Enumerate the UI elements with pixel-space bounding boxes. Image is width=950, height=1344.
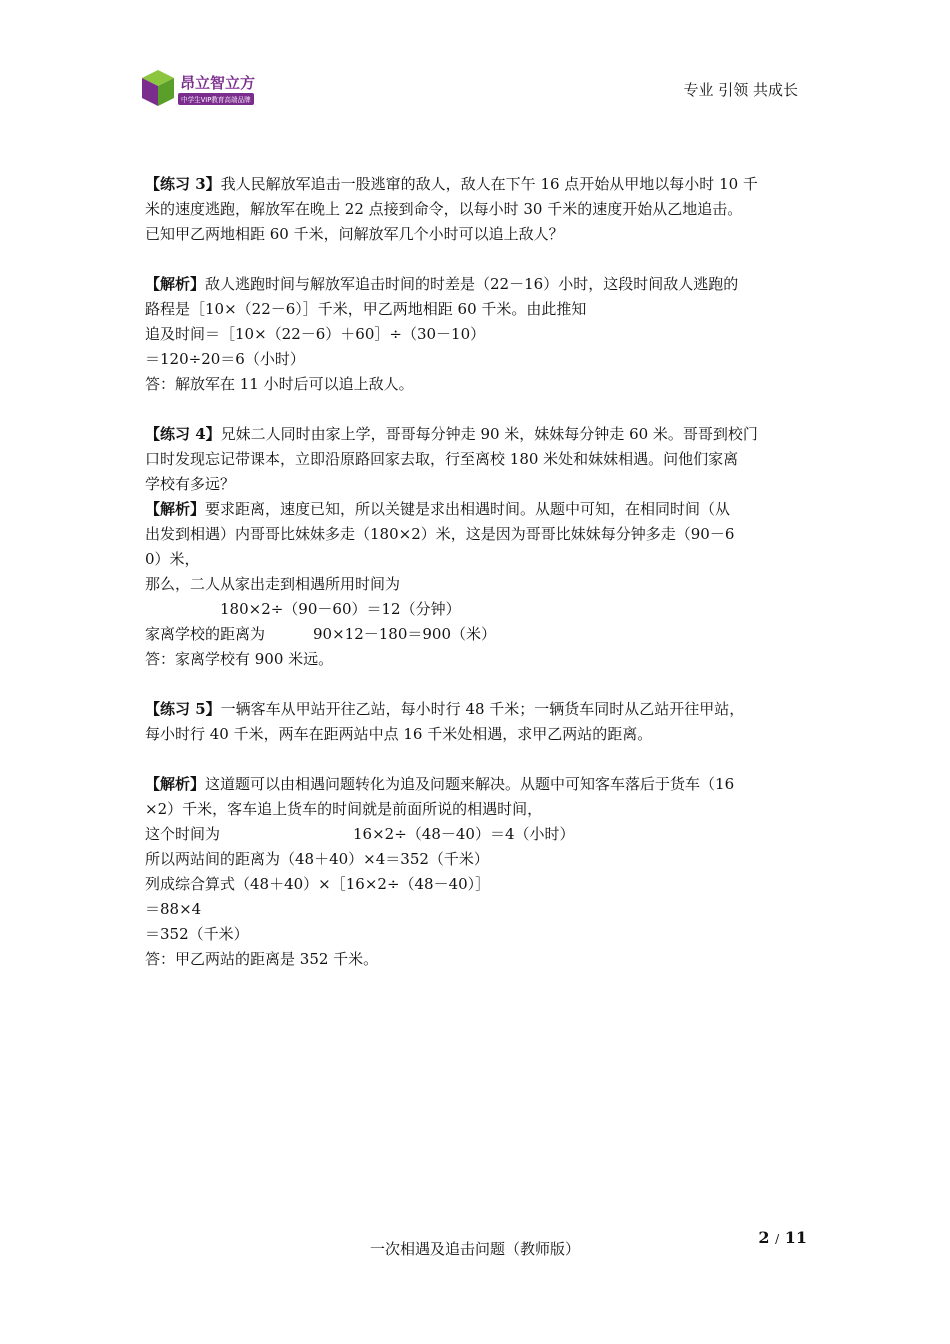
answer-line: 答：甲乙两站的距离是 352 千米。 [145, 950, 379, 968]
exercise-4-line: 【练习 4】兄妹二人同时由家上学，哥哥每分钟走 90 米，妹妹每分钟走 60 米。哥哥到校门 [145, 425, 758, 443]
analysis-tag: 【解析】 [145, 775, 206, 793]
logo-name: 昂立智立方 [180, 74, 256, 92]
analysis-line: ＝120÷20＝6（小时） [145, 350, 305, 368]
analysis-line: 所以两站间的距离为（48＋40）×4＝352（千米） [145, 850, 489, 868]
formula-line: ＝352（千米） [145, 925, 249, 943]
formula-line: ＝88×4 [145, 900, 202, 918]
exercise-3-line: 已知甲乙两地相距 60 千米，问解放军几个小时可以追上敌人？ [145, 225, 564, 243]
analysis-line: 出发到相遇）内哥哥比妹妹多走（180×2）米，这是因为哥哥比妹妹每分钟多走（90－6 [145, 525, 735, 543]
brand-logo [140, 68, 270, 108]
analysis-line: 【解析】敌人逃跑时间与解放军追击时间的时差是（22－16）小时，这段时间敌人逃跑的 [145, 275, 739, 293]
page-number: 2 / 11 [758, 1228, 807, 1247]
answer-line: 答：解放军在 11 小时后可以追上敌人。 [145, 375, 414, 393]
document-body [145, 172, 805, 972]
formula-line: 这个时间为 16×2÷（48－40）＝4（小时） [145, 825, 575, 843]
analysis-line: 列成综合算式（48＋40）×［16×2÷（48－40）］ [145, 875, 491, 893]
exercise-3-line: 【练习 3】我人民解放军追击一股逃窜的敌人，敌人在下午 16 点开始从甲地以每小时 10 千 [145, 175, 758, 193]
exercise-3-line: 米的速度逃跑，解放军在晚上 22 点接到命令，以每小时 30 千米的速度开始从乙地追击。 [145, 200, 743, 218]
exercise-4-line: 口时发现忘记带课本，立即沿原路回家去取，行至离校 180 米处和妹妹相遇。问他们家离 [145, 450, 739, 468]
analysis-line: ×2）千米，客车追上货车的时间就是前面所说的相遇时间， [145, 800, 543, 818]
analysis-line: 0）米， [145, 550, 200, 568]
cube-logo-icon [140, 68, 176, 108]
exercise-5-line: 【练习 5】一辆客车从甲站开往乙站，每小时行 48 千米；一辆货车同时从乙站开往甲站， [145, 700, 745, 718]
header-slogan: 专业 引领 共成长 [683, 81, 798, 99]
analysis-tag: 【解析】 [145, 275, 206, 293]
analysis-line: 那么，二人从家出走到相遇所用时间为 [145, 575, 401, 593]
exercise-tag: 【练习 3】 [145, 175, 221, 193]
exercise-5-line: 每小时行 40 千米，两车在距两站中点 16 千米处相遇，求甲乙两站的距离。 [145, 725, 653, 743]
formula-line: 家离学校的距离为 90×12－180＝900（米） [145, 625, 497, 643]
exercise-tag: 【练习 4】 [145, 425, 221, 443]
logo-tagline: 中学生VIP教育高端品牌 [178, 93, 254, 105]
analysis-line: 【解析】要求距离，速度已知，所以关键是求出相遇时间。从题中可知，在相同时间（从 [145, 500, 731, 518]
exercise-4-line: 学校有多远？ [145, 475, 236, 493]
formula-line: 180×2÷（90－60）＝12（分钟） [220, 600, 461, 618]
analysis-line: 追及时间＝［10×（22－6）＋60］÷（30－10） [145, 325, 486, 343]
exercise-tag: 【练习 5】 [145, 700, 221, 718]
analysis-tag: 【解析】 [145, 500, 206, 518]
analysis-line: 【解析】这道题可以由相遇问题转化为追及问题来解决。从题中可知客车落后于货车（16 [145, 775, 735, 793]
analysis-line: 路程是［10×（22－6）］千米，甲乙两地相距 60 千米。由此推知 [145, 300, 587, 318]
answer-line: 答：家离学校有 900 米远。 [145, 650, 334, 668]
footer-title: 一次相遇及追击问题（教师版） [369, 1240, 580, 1258]
